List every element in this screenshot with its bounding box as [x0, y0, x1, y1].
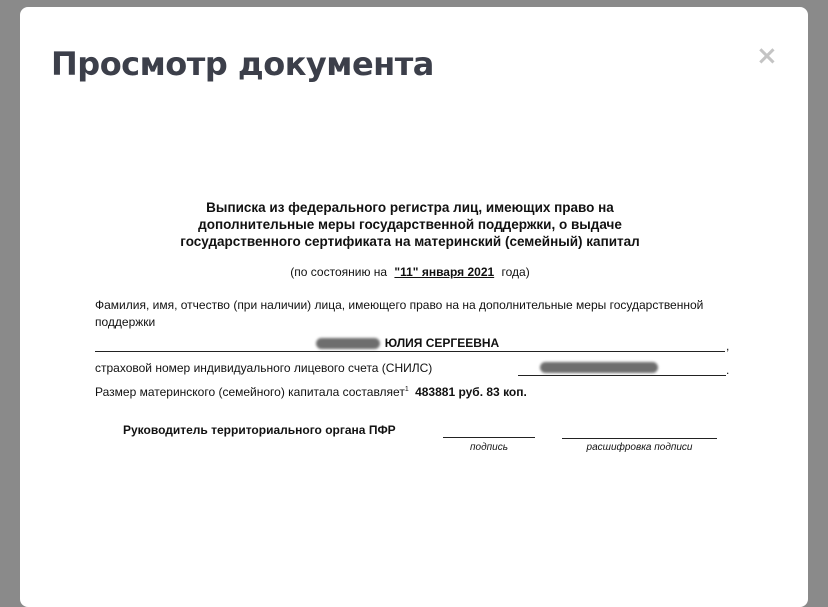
head-label: Руководитель территориального органа ПФР	[123, 423, 396, 437]
modal-title: Просмотр документа	[51, 45, 434, 83]
document-title-line: дополнительные меры государственной поддержки, о выдаче	[198, 217, 622, 232]
decoding-caption: расшифровка подписи	[586, 442, 693, 453]
capital-label: Размер материнского (семейного) капитала составляет	[95, 385, 405, 399]
document-title-line: Выписка из федерального регистра лиц, имеющих право на	[206, 200, 614, 215]
as-of-date: "11" января 2021	[394, 265, 495, 279]
as-of-prefix: (по состоянию на	[290, 265, 388, 279]
close-icon[interactable]: ×	[756, 41, 778, 71]
snils-label: страховой номер индивидуального лицевого счета (СНИЛС)	[95, 361, 433, 375]
document-title-line: государственного сертификата на материнский (семейный) капитал	[180, 234, 640, 249]
document-title	[150, 199, 670, 250]
fio-comma: ,	[726, 339, 730, 353]
fio-value-text: ЮЛИЯ СЕРГЕЕВНА	[384, 336, 500, 350]
as-of-date-line	[150, 265, 670, 279]
capital-value: 483881 руб. 83 коп.	[415, 385, 527, 399]
fio-label: Фамилия, имя, отчество (при наличии) лица, имеющего право на на дополнительные меры государственной поддержки	[95, 298, 704, 329]
document-preview-modal	[20, 7, 808, 607]
snils-period: .	[726, 363, 730, 377]
decoding-line	[562, 426, 717, 439]
fio-value	[95, 336, 725, 350]
document-page	[20, 7, 808, 607]
signature-line	[443, 425, 535, 438]
capital-footnote: 1	[404, 386, 409, 393]
as-of-suffix: года)	[501, 265, 530, 279]
signature-caption: подпись	[470, 442, 508, 453]
capital-line	[95, 385, 527, 399]
redaction-mark	[540, 362, 658, 373]
